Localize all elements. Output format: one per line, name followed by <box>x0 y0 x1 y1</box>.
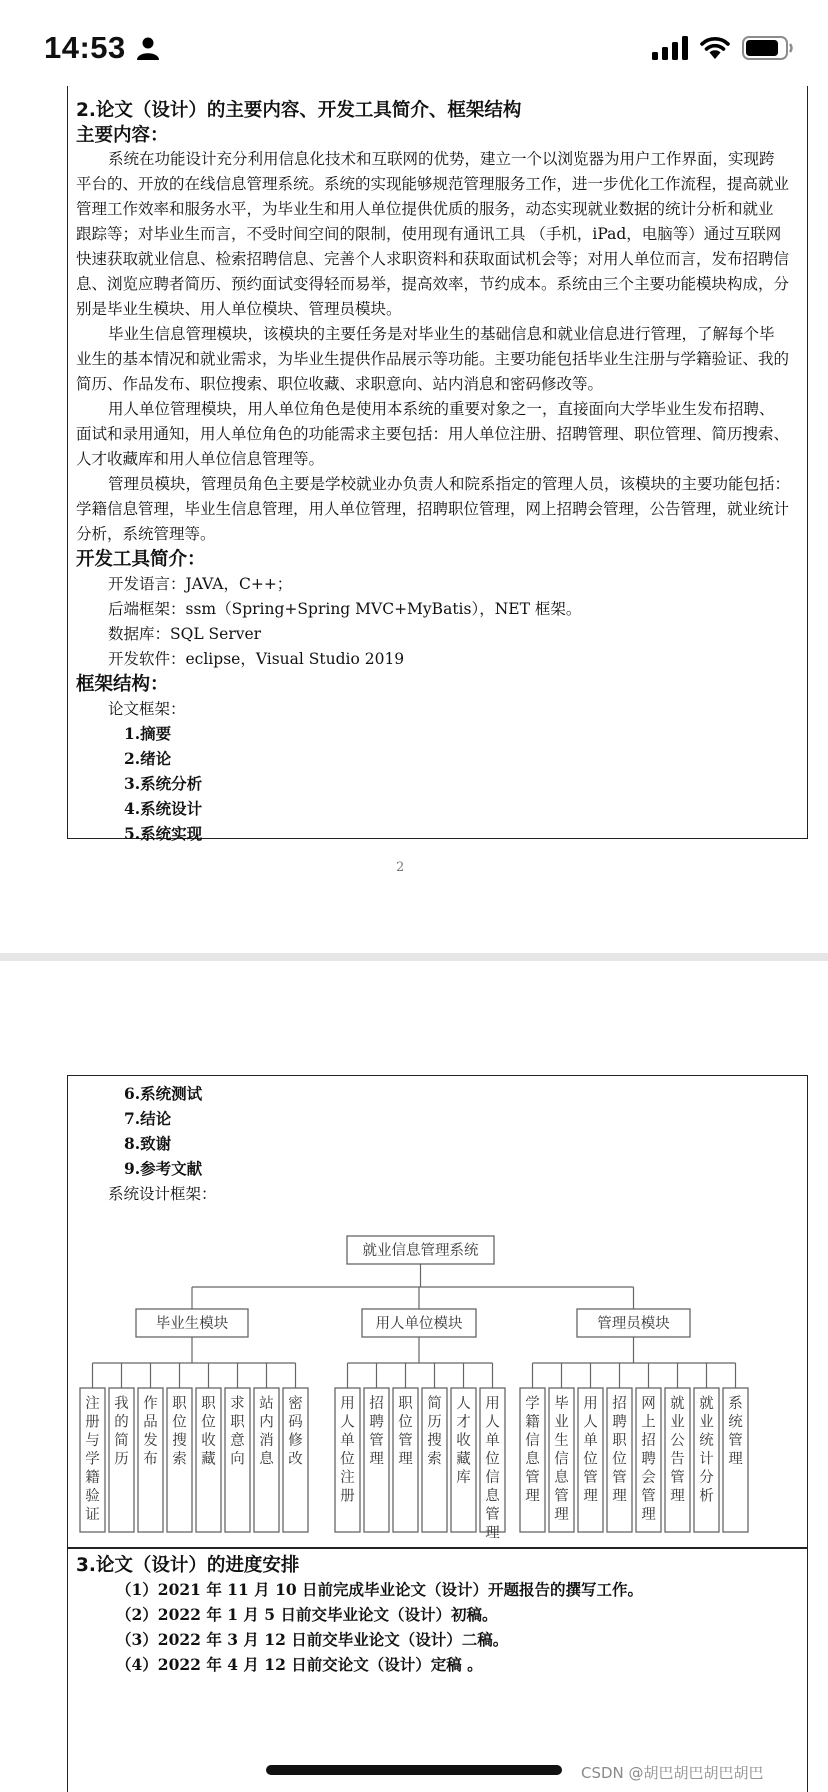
status-time: 14:53 <box>44 30 126 65</box>
leaf-node-char: 息 <box>485 1488 500 1505</box>
leaf-node-char: 单 <box>583 1433 598 1449</box>
leaf-node-char: 告 <box>670 1451 685 1468</box>
leaf-node-char: 管 <box>369 1433 384 1449</box>
leaf-node-char: 上 <box>641 1414 656 1431</box>
leaf-node-char: 内 <box>259 1414 274 1431</box>
leaf-node-char: 管 <box>525 1470 540 1486</box>
tool-item: 后端框架：ssm（Spring+Spring MVC+MyBatis），NET 框架。 <box>108 600 582 618</box>
leaf-node-char: 管 <box>485 1507 500 1523</box>
leaf-node-char: 意 <box>230 1433 245 1449</box>
leaf-node-char: 理 <box>612 1488 627 1505</box>
leaf-node-char: 位 <box>172 1414 187 1431</box>
outline-item: 3.系统分析 <box>124 774 203 793</box>
leaf-node-char: 籍 <box>525 1414 540 1431</box>
schedule-title: 3.论文（设计）的进度安排 <box>76 1555 300 1576</box>
tools-heading: 开发工具简介： <box>76 549 206 570</box>
leaf-node-char: 析 <box>699 1488 714 1505</box>
paragraph-line: 快速获取就业信息、检索招聘信息、完善个人求职资料和获取面试机会等；对用人单位而言，发布招聘信 <box>76 250 790 268</box>
outline-item: 2.绪论 <box>124 749 172 768</box>
leaf-node-char: 历 <box>427 1414 442 1431</box>
outline-item: 4.系统设计 <box>124 799 203 818</box>
leaf-node-char: 信 <box>554 1451 569 1468</box>
paragraph-line: 分析，系统管理等。 <box>76 525 216 543</box>
page-number: 2 <box>396 860 405 875</box>
leaf-node-char: 信 <box>525 1433 540 1449</box>
leaf-node-char: 理 <box>583 1488 598 1505</box>
paragraph-line: 息、浏览应聘者简历、预约面试变得轻而易举，提高效率，节约成本。系统由三个主要功能模块构成，分 <box>76 275 790 293</box>
leaf-node-char: 历 <box>114 1451 129 1468</box>
outline-item: 5.系统实现 <box>124 824 203 843</box>
leaf-node-char: 职 <box>230 1414 245 1431</box>
tool-item: 数据库：SQL Server <box>108 625 262 643</box>
leaf-node-char: 我 <box>114 1396 129 1412</box>
leaf-node-char: 验 <box>85 1488 100 1505</box>
leaf-node-char: 统 <box>699 1433 714 1449</box>
schedule-item: （2）2022 年 1 月 5 日前交毕业论文（设计）初稿。 <box>116 1605 498 1624</box>
leaf-node-char: 业 <box>670 1414 685 1431</box>
module-node-label: 管理员模块 <box>597 1316 670 1332</box>
module-node-label: 用人单位模块 <box>375 1316 463 1332</box>
leaf-node-char: 理 <box>728 1451 743 1468</box>
leaf-node-char: 学 <box>85 1451 100 1468</box>
leaf-node-char: 才 <box>456 1414 471 1431</box>
leaf-node-char: 简 <box>114 1433 129 1449</box>
outline-item: 8.致谢 <box>124 1134 172 1153</box>
leaf-node-char: 搜 <box>427 1433 442 1449</box>
leaf-node-char: 生 <box>554 1433 569 1449</box>
leaf-node-char: 索 <box>427 1451 442 1468</box>
leaf-node-char: 用 <box>485 1396 500 1412</box>
leaf-node-char: 就 <box>699 1396 714 1412</box>
schedule-item: （3）2022 年 3 月 12 日前交毕业论文（设计）二稿。 <box>116 1630 509 1649</box>
leaf-node-char: 理 <box>554 1507 569 1523</box>
leaf-node-char: 位 <box>485 1451 500 1468</box>
leaf-node-char: 网 <box>641 1396 656 1412</box>
leaf-node-char: 用 <box>583 1396 598 1412</box>
leaf-node-char: 求 <box>230 1396 245 1412</box>
leaf-node-char: 招 <box>641 1433 656 1449</box>
leaf-node-char: 改 <box>288 1451 303 1468</box>
leaf-node-char: 聘 <box>641 1451 656 1468</box>
leaf-node-char: 聘 <box>612 1414 627 1431</box>
paragraph-line: 人才收藏库和用人单位信息管理等。 <box>76 450 325 468</box>
leaf-node-char: 位 <box>612 1451 627 1468</box>
leaf-node-char: 位 <box>398 1414 413 1431</box>
leaf-node-char: 理 <box>369 1451 384 1468</box>
paragraph-line: 用人单位管理模块，用人单位角色是使用本系统的重要对象之一，直接面向大学毕业生发布招聘、 <box>108 400 775 418</box>
leaf-node-char: 修 <box>288 1433 303 1449</box>
paragraph-line: 学籍信息管理，毕业生信息管理，用人单位管理，招聘职位管理，网上招聘会管理，公告管理，就业统计 <box>76 500 790 518</box>
leaf-node-char: 消 <box>259 1433 274 1449</box>
leaf-node-char: 收 <box>201 1433 216 1449</box>
leaf-node-char: 理 <box>670 1488 685 1505</box>
leaf-node-char: 就 <box>670 1396 685 1412</box>
system-design-label: 系统设计框架： <box>108 1185 217 1203</box>
leaf-node-char: 发 <box>143 1433 158 1449</box>
main-content-heading: 主要内容： <box>76 125 169 146</box>
leaf-node-char: 理 <box>525 1488 540 1505</box>
leaf-node-char: 息 <box>259 1451 274 1468</box>
paragraph-line: 毕业生信息管理模块，该模块的主要任务是对毕业生的基础信息和就业信息进行管理，了解每个毕 <box>108 325 775 343</box>
thesis-framework-label: 论文框架： <box>108 700 186 718</box>
leaf-node-char: 藏 <box>456 1451 471 1468</box>
leaf-node-char: 招 <box>612 1396 627 1412</box>
leaf-node-char: 简 <box>427 1396 442 1412</box>
framework-heading: 框架结构： <box>76 674 169 695</box>
leaf-node-char: 用 <box>340 1396 355 1412</box>
paragraph-line: 面试和录用通知，用人单位角色的功能需求主要包括：用人单位注册、招聘管理、职位管理、简历搜索、 <box>76 425 790 443</box>
home-indicator[interactable] <box>266 1765 562 1775</box>
leaf-node-char: 会 <box>641 1470 656 1486</box>
leaf-node-char: 人 <box>583 1414 598 1431</box>
leaf-node-char: 学 <box>525 1396 540 1412</box>
leaf-node-char: 管 <box>554 1488 569 1505</box>
leaf-node-char: 管 <box>398 1433 413 1449</box>
leaf-node-char: 息 <box>554 1470 569 1486</box>
leaf-node-char: 位 <box>201 1414 216 1431</box>
watermark: CSDN @胡巴胡巴胡巴胡巴 <box>581 1764 764 1782</box>
leaf-node-char: 理 <box>398 1451 413 1468</box>
leaf-node-char: 证 <box>85 1507 100 1523</box>
leaf-node-char: 品 <box>143 1414 158 1431</box>
leaf-node-char: 管 <box>728 1433 743 1449</box>
leaf-node-char: 招 <box>369 1396 384 1412</box>
leaf-node-char: 系 <box>728 1396 743 1412</box>
outline-item: 7.结论 <box>124 1109 172 1128</box>
schedule-item: （4）2022 年 4 月 12 日前交论文（设计）定稿 。 <box>116 1655 483 1674</box>
leaf-node-char: 业 <box>699 1414 714 1431</box>
leaf-node-char: 公 <box>670 1433 685 1449</box>
leaf-node-char: 籍 <box>85 1470 100 1486</box>
section-divider <box>67 1547 808 1549</box>
leaf-node-char: 分 <box>699 1470 714 1486</box>
leaf-node-char: 册 <box>340 1488 355 1505</box>
section-title-2: 2.论文（设计）的主要内容、开发工具简介、框架结构 <box>76 100 522 121</box>
leaf-node-char: 职 <box>398 1396 413 1412</box>
leaf-node-char: 管 <box>583 1470 598 1486</box>
leaf-node-char: 码 <box>288 1414 303 1431</box>
leaf-node-char: 站 <box>259 1396 274 1412</box>
outline-item: 9.参考文献 <box>124 1159 203 1178</box>
leaf-node-char: 的 <box>114 1414 129 1431</box>
tool-item: 开发软件：eclipse，Visual Studio 2019 <box>108 650 405 668</box>
module-node-label: 毕业生模块 <box>155 1316 229 1332</box>
leaf-node-char: 息 <box>525 1451 540 1468</box>
leaf-node-char: 业 <box>554 1414 569 1431</box>
tool-item: 开发语言：JAVA，C++； <box>108 575 293 593</box>
leaf-node-char: 职 <box>612 1433 627 1449</box>
leaf-node-char: 册 <box>85 1414 100 1431</box>
paragraph-line: 简历、作品发布、职位搜索、职位收藏、求职意向、站内消息和密码修改等。 <box>76 375 604 393</box>
leaf-node-char: 人 <box>340 1414 355 1431</box>
leaf-node-char: 单 <box>340 1433 355 1449</box>
paragraph-line: 平台的、开放的在线信息管理系统。系统的实现能够规范管理服务工作，进一步优化工作流程，提高就业 <box>76 175 790 193</box>
leaf-node-char: 注 <box>85 1396 100 1412</box>
leaf-node-char: 职 <box>201 1396 216 1412</box>
paragraph-line: 管理员模块，管理员角色主要是学校就业办负责人和院系指定的管理人员，该模块的主要功能包括： <box>108 475 791 493</box>
leaf-node-char: 收 <box>456 1433 471 1449</box>
leaf-node-char: 向 <box>230 1451 245 1468</box>
leaf-node-char: 藏 <box>201 1451 216 1468</box>
paragraph-line: 别是毕业生模块、用人单位模块、管理员模块。 <box>76 300 402 318</box>
leaf-node-char: 职 <box>172 1396 187 1412</box>
leaf-node-char: 注 <box>340 1470 355 1486</box>
leaf-node-char: 索 <box>172 1451 187 1468</box>
leaf-node-char: 作 <box>143 1396 158 1412</box>
leaf-node-char: 管 <box>641 1488 656 1505</box>
schedule-item: （1）2021 年 11 月 10 日前完成毕业论文（设计）开题报告的撰写工作。 <box>116 1580 644 1599</box>
leaf-node-char: 计 <box>699 1451 714 1468</box>
leaf-node-char: 位 <box>340 1451 355 1468</box>
outline-item: 6.系统测试 <box>124 1084 203 1103</box>
leaf-node-char: 人 <box>456 1396 471 1412</box>
leaf-node-char: 位 <box>583 1451 598 1468</box>
leaf-node-char: 理 <box>641 1507 656 1523</box>
leaf-node-char: 信 <box>485 1470 500 1486</box>
leaf-node-char: 布 <box>143 1451 158 1468</box>
outline-item: 1.摘要 <box>124 724 172 743</box>
paragraph-line: 管理工作效率和服务水平，为毕业生和用人单位提供优质的服务，动态实现就业数据的统计分析和就业 <box>76 200 774 218</box>
leaf-node-char: 与 <box>85 1433 100 1449</box>
paragraph-line: 系统在功能设计充分利用信息化技术和互联网的优势，建立一个以浏览器为用户工作界面，实现跨 <box>108 150 775 168</box>
leaf-node-char: 库 <box>456 1470 471 1486</box>
leaf-node-char: 理 <box>485 1525 500 1542</box>
leaf-node-char: 聘 <box>369 1414 384 1431</box>
leaf-node-char: 单 <box>485 1433 500 1449</box>
leaf-node-char: 毕 <box>554 1396 569 1412</box>
leaf-node-char: 管 <box>670 1470 685 1486</box>
leaf-node-char: 搜 <box>172 1433 187 1449</box>
root-node-label: 就业信息管理系统 <box>362 1243 479 1259</box>
paragraph-line: 跟踪等；对毕业生而言，不受时间空间的限制，使用现有通讯工具 （手机，iPad，电脑等）通过互联网 <box>76 225 782 243</box>
leaf-node-char: 统 <box>728 1414 743 1431</box>
leaf-node-char: 人 <box>485 1414 500 1431</box>
leaf-node-char: 密 <box>288 1396 303 1412</box>
paragraph-line: 业生的基本情况和就业需求，为毕业生提供作品展示等功能。主要功能包括毕业生注册与学籍验证、我的 <box>76 350 790 368</box>
leaf-node-char: 管 <box>612 1470 627 1486</box>
